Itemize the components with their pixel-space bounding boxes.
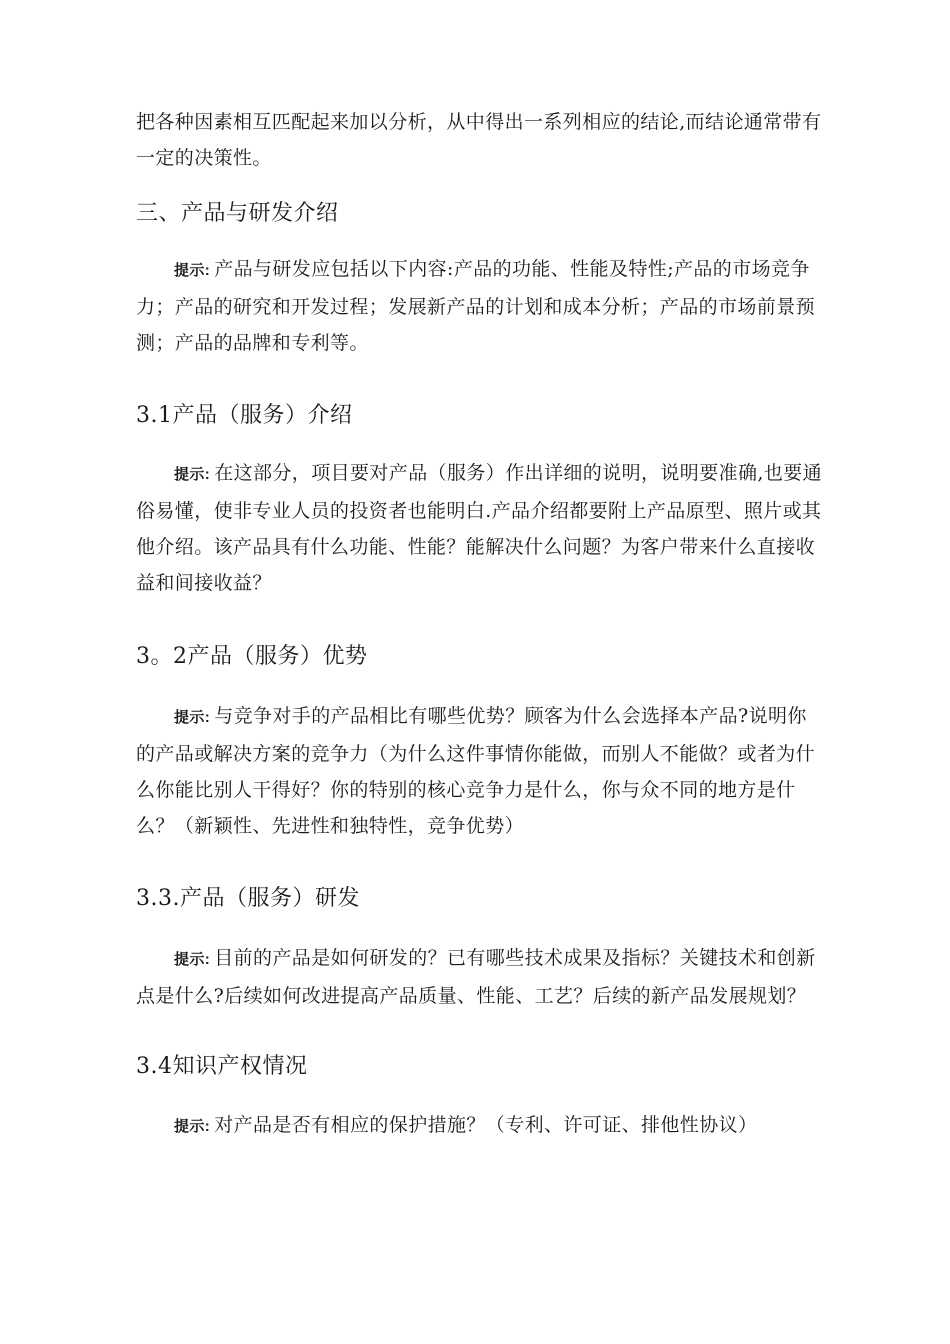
section-3-1-tip (136, 455, 826, 601)
tip-label: 提示: (174, 466, 211, 483)
intro-paragraph (136, 104, 826, 176)
section-3-4-heading: 3.4知识产权情况 (136, 1054, 308, 1079)
tip-text: 产品与研发应包括以下内容:产品的功能、性能及特性;产品的市场竞争力；产品的研究和开发过程；发展新产品的计划和成本分析；产品的市场前景预测；产品的品牌和专利等。 (136, 258, 816, 354)
tip-label: 提示: (174, 262, 211, 279)
section-3-heading: 三、产品与研发介绍 (136, 201, 339, 226)
section-3-tip (136, 251, 826, 361)
section-3-3-tip (136, 940, 826, 1014)
tip-text: 在这部分，项目要对产品（服务）作出详细的说明，说明要准确,也要通俗易懂，使非专业人员的投资者也能明白.产品介绍都要附上产品原型、照片或其他介绍。该产品具有什么功能、性能？能解决什么问题？为客户带来什么直接收益和间接收益？ (136, 462, 823, 594)
section-3-2-tip (136, 698, 826, 844)
section-3-1-heading: 3.1产品（服务）介绍 (136, 403, 353, 428)
section-3-4-tip (136, 1107, 826, 1145)
tip-text: 对产品是否有相应的保护措施？（专利、许可证、排他性协议） (214, 1114, 758, 1136)
tip-label: 提示: (174, 951, 211, 968)
section-3-2-heading: 3。2产品（服务）优势 (136, 644, 368, 669)
tip-label: 提示: (174, 709, 211, 726)
tip-text: 与竞争对手的产品相比有哪些优势？顾客为什么会选择本产品?说明你的产品或解决方案的竞争力（为什么这件事情你能做，而别人不能做？或者为什么你能比别人干得好？你的特别的核心竞争力是什么，你与众不同的地方是什么？（新颖性、先进性和独特性，竞争优势） (136, 705, 816, 837)
tip-text: 目前的产品是如何研发的？已有哪些技术成果及指标？关键技术和创新点是什么?后续如何改进提高产品质量、性能、工艺？后续的新产品发展规划？ (136, 947, 816, 1007)
section-3-3-heading: 3.3.产品（服务）研发 (136, 886, 360, 911)
intro-text: 把各种因素相互匹配起来加以分析，从中得出一系列相应的结论,而结论通常带有一定的决策性。 (136, 111, 822, 169)
tip-label: 提示: (174, 1118, 211, 1135)
